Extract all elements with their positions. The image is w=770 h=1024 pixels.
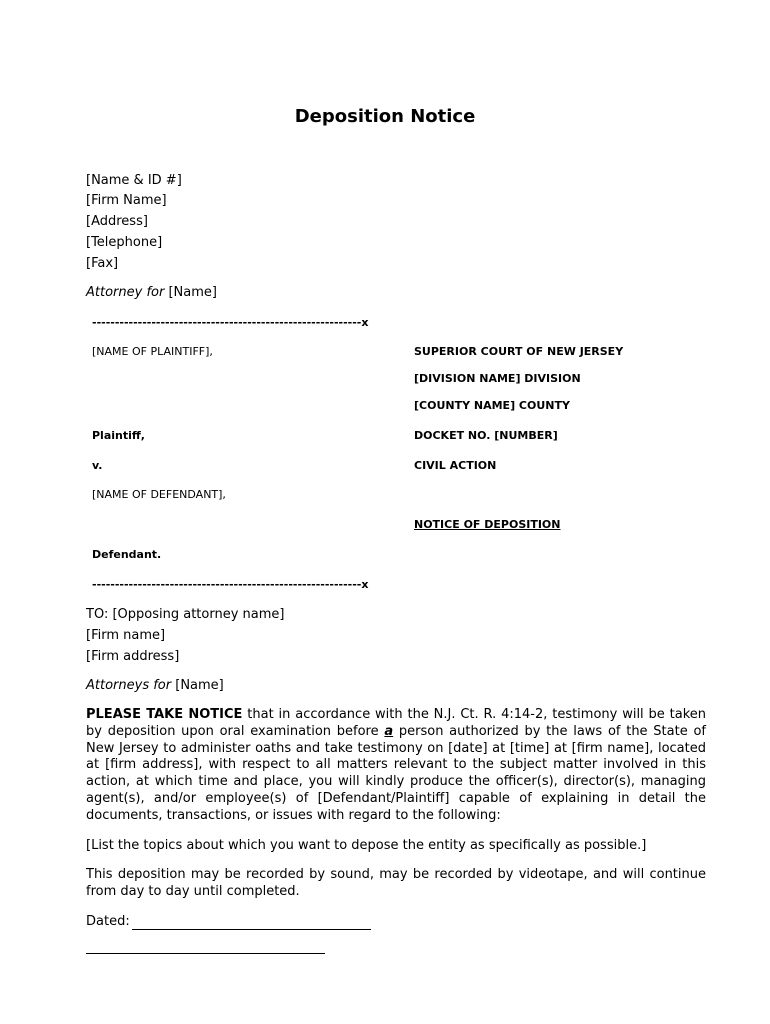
to-firm-address: [Firm address] <box>86 649 180 664</box>
county-name: [COUNTY NAME] COUNTY <box>414 399 570 412</box>
civil-action-label: CIVIL ACTION <box>414 459 497 472</box>
attorney-name-id: [Name & ID #] <box>86 173 182 188</box>
notice-emphasis: a <box>384 723 394 739</box>
plaintiff-name: [NAME OF PLAINTIFF], <box>92 345 213 358</box>
attorney-signature-line <box>86 953 325 954</box>
docket-number: DOCKET NO. [NUMBER] <box>414 429 558 442</box>
attorneys-for-name: [Name] <box>175 678 224 693</box>
recording-paragraph: This deposition may be recorded by sound, may be recorded by videotape, and will continue from day to day until completed. <box>86 867 706 899</box>
caption-bottom-rule: -----------------------------------------------------------x <box>92 578 369 591</box>
notice-lead: PLEASE TAKE NOTICE <box>86 707 243 722</box>
attorneys-for-line <box>86 678 224 693</box>
notice-paragraph <box>86 707 706 825</box>
court-name: SUPERIOR COURT OF NEW JERSEY <box>414 345 624 358</box>
division-name: [DIVISION NAME] DIVISION <box>414 372 581 385</box>
attorney-address: [Address] <box>86 214 148 229</box>
attorney-for-name: [Name] <box>168 285 217 300</box>
dated-signature-line <box>132 929 371 930</box>
notice-text-part1: that in accordance with the N.J. Ct. R. 4:14-2, testimony will be taken by deposition upon oral examination before <box>86 707 706 739</box>
attorneys-for-label: Attorneys for <box>86 678 172 693</box>
to-firm-name: [Firm name] <box>86 628 166 643</box>
notice-of-deposition-heading: NOTICE OF DEPOSITION <box>414 518 561 531</box>
dated-label: Dated: <box>86 914 130 929</box>
versus-label: v. <box>92 459 103 472</box>
caption-top-rule: -----------------------------------------------------------x <box>92 316 369 329</box>
to-opposing-attorney: TO: [Opposing attorney name] <box>86 607 285 622</box>
topics-paragraph: [List the topics about which you want to depose the entity as specifically as possible.] <box>86 838 647 853</box>
plaintiff-label: Plaintiff, <box>92 429 145 442</box>
attorney-telephone: [Telephone] <box>86 235 163 250</box>
attorney-for-line <box>86 285 217 300</box>
attorney-for-label: Attorney for <box>86 285 165 300</box>
notice-text-part2: person authorized by the laws of the State of New Jersey to administer oaths and take testimony on [date] at [time] at [firm name], located at [firm address], with respect to all matters relevant to the subject matter involved in this action, at which time and place, you will kindly produce the officer(s), director(s), managing agent(s), and/or employee(s) of [Defendant/Plaintiff] capable of explaining in detail the documents, transactions, or issues with regard to the following: <box>86 723 706 823</box>
page-title: Deposition Notice <box>294 106 476 127</box>
defendant-name: [NAME OF DEFENDANT], <box>92 488 226 501</box>
attorney-firm-name: [Firm Name] <box>86 193 167 208</box>
defendant-label: Defendant. <box>92 548 162 561</box>
attorney-fax: [Fax] <box>86 256 119 271</box>
